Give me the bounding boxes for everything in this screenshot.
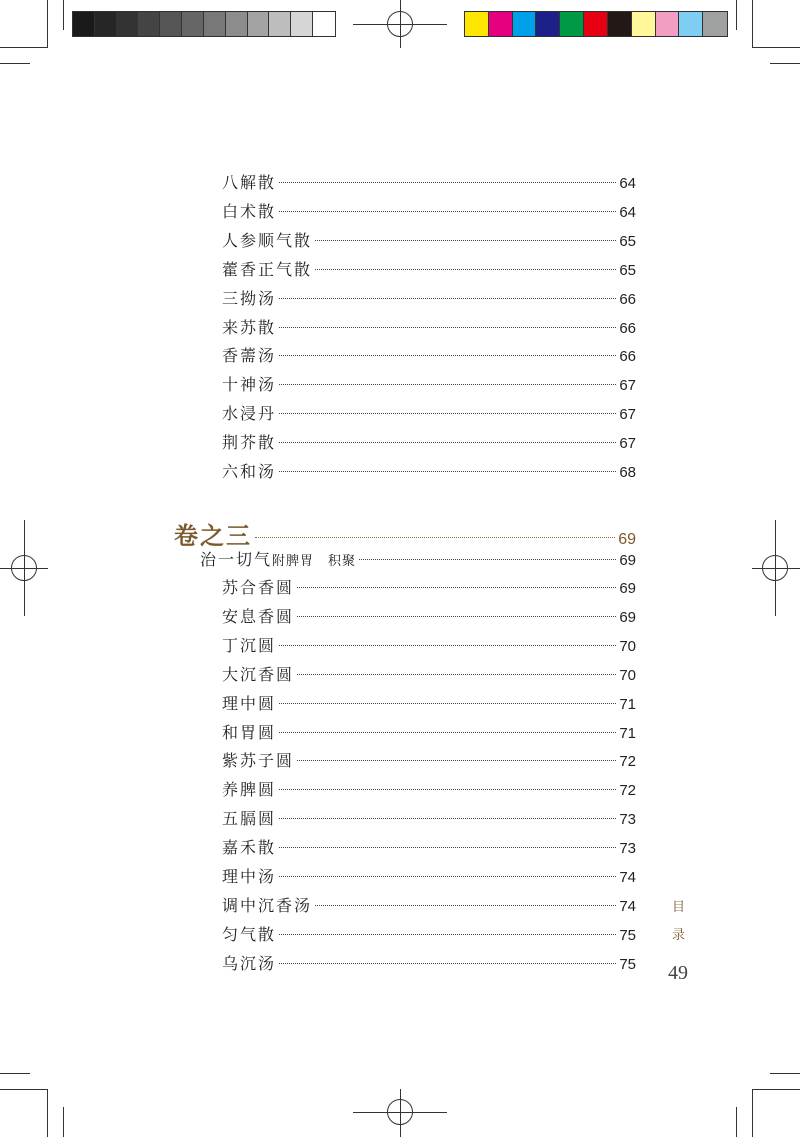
color-swatch: [138, 12, 160, 36]
toc-entry[interactable]: [222, 750, 636, 773]
subsection-title: 治一切气: [200, 550, 273, 569]
leader-dots: [315, 269, 616, 270]
page-number: 69: [618, 531, 636, 548]
entry-title: 八解散: [222, 173, 277, 192]
color-swatch: [291, 12, 313, 36]
toc-entry[interactable]: [222, 230, 636, 253]
toc-entry[interactable]: [222, 461, 636, 484]
color-swatch: [513, 12, 537, 36]
leader-dots: [279, 963, 616, 964]
entry-title: 五膈圆: [222, 809, 277, 829]
page-number: 73: [619, 840, 636, 858]
color-swatch: [95, 12, 117, 36]
leader-dots: [297, 674, 616, 675]
leader-dots: [279, 471, 616, 472]
section-title: 卷之三: [174, 521, 252, 550]
leader-dots: [255, 537, 615, 538]
page-number: 70: [619, 666, 636, 684]
page-number: 72: [619, 782, 636, 800]
toc-entry[interactable]: [222, 635, 636, 658]
entry-title: 三拗汤: [222, 288, 277, 308]
color-swatch: [632, 12, 656, 36]
page-number: 66: [619, 319, 636, 337]
page-number: 69: [619, 608, 636, 626]
entry-title: 荆芥散: [222, 433, 277, 453]
page-number: 70: [619, 637, 636, 655]
page-number: 64: [619, 175, 636, 192]
page-number: 65: [619, 232, 636, 250]
leader-dots: [297, 587, 616, 588]
toc-entry[interactable]: [222, 317, 636, 340]
grayscale-bar: [72, 11, 336, 37]
entry-title: 水浸丹: [222, 404, 277, 424]
color-swatch: [117, 12, 139, 36]
leader-dots: [279, 355, 616, 356]
toc-entry[interactable]: [222, 664, 636, 687]
color-swatch: [703, 12, 727, 36]
page-number: 66: [619, 290, 636, 308]
leader-dots: [279, 818, 616, 819]
color-swatch: [269, 12, 291, 36]
entry-title: 养脾圆: [222, 780, 277, 800]
entry-title: 安息香圆: [222, 606, 295, 626]
leader-dots: [297, 760, 616, 761]
leader-dots: [279, 413, 616, 414]
toc-entry[interactable]: [222, 924, 636, 947]
entry-title: 大沉香圆: [222, 664, 295, 684]
entry-title: 苏合香圆: [222, 578, 295, 597]
color-swatch: [73, 12, 95, 36]
toc-entry[interactable]: [222, 837, 636, 860]
leader-dots: [359, 559, 616, 560]
entry-title: 来苏散: [222, 317, 277, 337]
color-bar: [464, 11, 728, 37]
side-char-1: 目: [672, 900, 686, 915]
toc-entry[interactable]: [222, 606, 636, 629]
leader-dots: [279, 327, 616, 328]
color-swatch: [584, 12, 608, 36]
color-swatch: [560, 12, 584, 36]
toc-entry[interactable]: [222, 374, 636, 397]
page-number: 71: [619, 695, 636, 713]
page-number: 68: [619, 464, 636, 481]
toc-entry[interactable]: [222, 259, 636, 282]
entry-title: 理中圆: [222, 693, 277, 713]
page-folio: 49: [668, 962, 688, 984]
subsection-entry[interactable]: [200, 549, 636, 573]
toc-entry[interactable]: [222, 403, 636, 426]
entry-title: 香薷汤: [222, 346, 277, 366]
toc-entry[interactable]: [222, 577, 636, 600]
leader-dots: [279, 182, 616, 183]
toc-entry[interactable]: [222, 779, 636, 802]
page-number: 74: [619, 897, 636, 915]
entry-title: 匀气散: [222, 924, 277, 944]
color-swatch: [465, 12, 489, 36]
page-number: 72: [619, 753, 636, 771]
leader-dots: [279, 645, 616, 646]
page-number: 73: [619, 811, 636, 829]
leader-dots: [279, 934, 616, 935]
entry-title: 藿香正气散: [222, 259, 313, 279]
color-swatch: [608, 12, 632, 36]
toc-entry[interactable]: [222, 808, 636, 831]
subsection-note: 附脾胃 积聚: [272, 554, 357, 569]
leader-dots: [279, 876, 616, 877]
leader-dots: [279, 298, 616, 299]
leader-dots: [297, 616, 616, 617]
color-swatch: [248, 12, 270, 36]
toc-entry[interactable]: [222, 172, 636, 195]
page-number: 64: [619, 203, 636, 221]
entry-title: 丁沉圆: [222, 635, 277, 655]
toc-entry[interactable]: [222, 895, 636, 918]
toc-entry[interactable]: [222, 201, 636, 224]
page-number: 71: [619, 724, 636, 742]
page-number: 65: [619, 261, 636, 279]
entry-title: 和胃圆: [222, 722, 277, 742]
leader-dots: [279, 732, 616, 733]
entry-title: 紫苏子圆: [222, 751, 295, 771]
color-swatch: [679, 12, 703, 36]
color-swatch: [313, 12, 335, 36]
leader-dots: [279, 847, 616, 848]
leader-dots: [315, 905, 616, 906]
side-char-2: 录: [672, 928, 686, 943]
page-number: 75: [619, 955, 636, 973]
leader-dots: [279, 442, 616, 443]
side-section-label: [672, 894, 685, 950]
page-number: 69: [619, 580, 636, 597]
leader-dots: [279, 703, 616, 704]
toc-entry[interactable]: [222, 693, 636, 716]
color-swatch: [489, 12, 513, 36]
page-number: 75: [619, 926, 636, 944]
toc-entry[interactable]: [222, 953, 636, 976]
page-number: 67: [619, 435, 636, 453]
entry-title: 调中沉香汤: [222, 895, 313, 915]
section-heading[interactable]: [174, 516, 636, 551]
entry-title: 嘉禾散: [222, 838, 277, 858]
color-swatch: [226, 12, 248, 36]
page-number: 67: [619, 377, 636, 395]
toc-entry[interactable]: [222, 432, 636, 455]
entry-title: 人参顺气散: [222, 230, 313, 250]
entry-title: 理中汤: [222, 867, 277, 886]
color-swatch: [536, 12, 560, 36]
color-swatch: [656, 12, 680, 36]
page-number: 66: [619, 348, 636, 366]
toc-entry[interactable]: [222, 345, 636, 368]
entry-title: 白术散: [222, 201, 277, 221]
color-swatch: [182, 12, 204, 36]
toc-entry[interactable]: [222, 288, 636, 311]
page-number: 74: [619, 869, 636, 886]
color-swatch: [204, 12, 226, 36]
entry-title: 十神汤: [222, 375, 277, 395]
entry-title: 六和汤: [222, 462, 277, 481]
leader-dots: [279, 384, 616, 385]
leader-dots: [279, 789, 616, 790]
leader-dots: [315, 240, 616, 241]
entry-title: 乌沉汤: [222, 953, 277, 973]
toc-entry[interactable]: [222, 866, 636, 889]
leader-dots: [279, 211, 616, 212]
toc-entry[interactable]: [222, 722, 636, 745]
page-number: 69: [619, 552, 636, 569]
color-swatch: [160, 12, 182, 36]
page-number: 67: [619, 406, 636, 424]
